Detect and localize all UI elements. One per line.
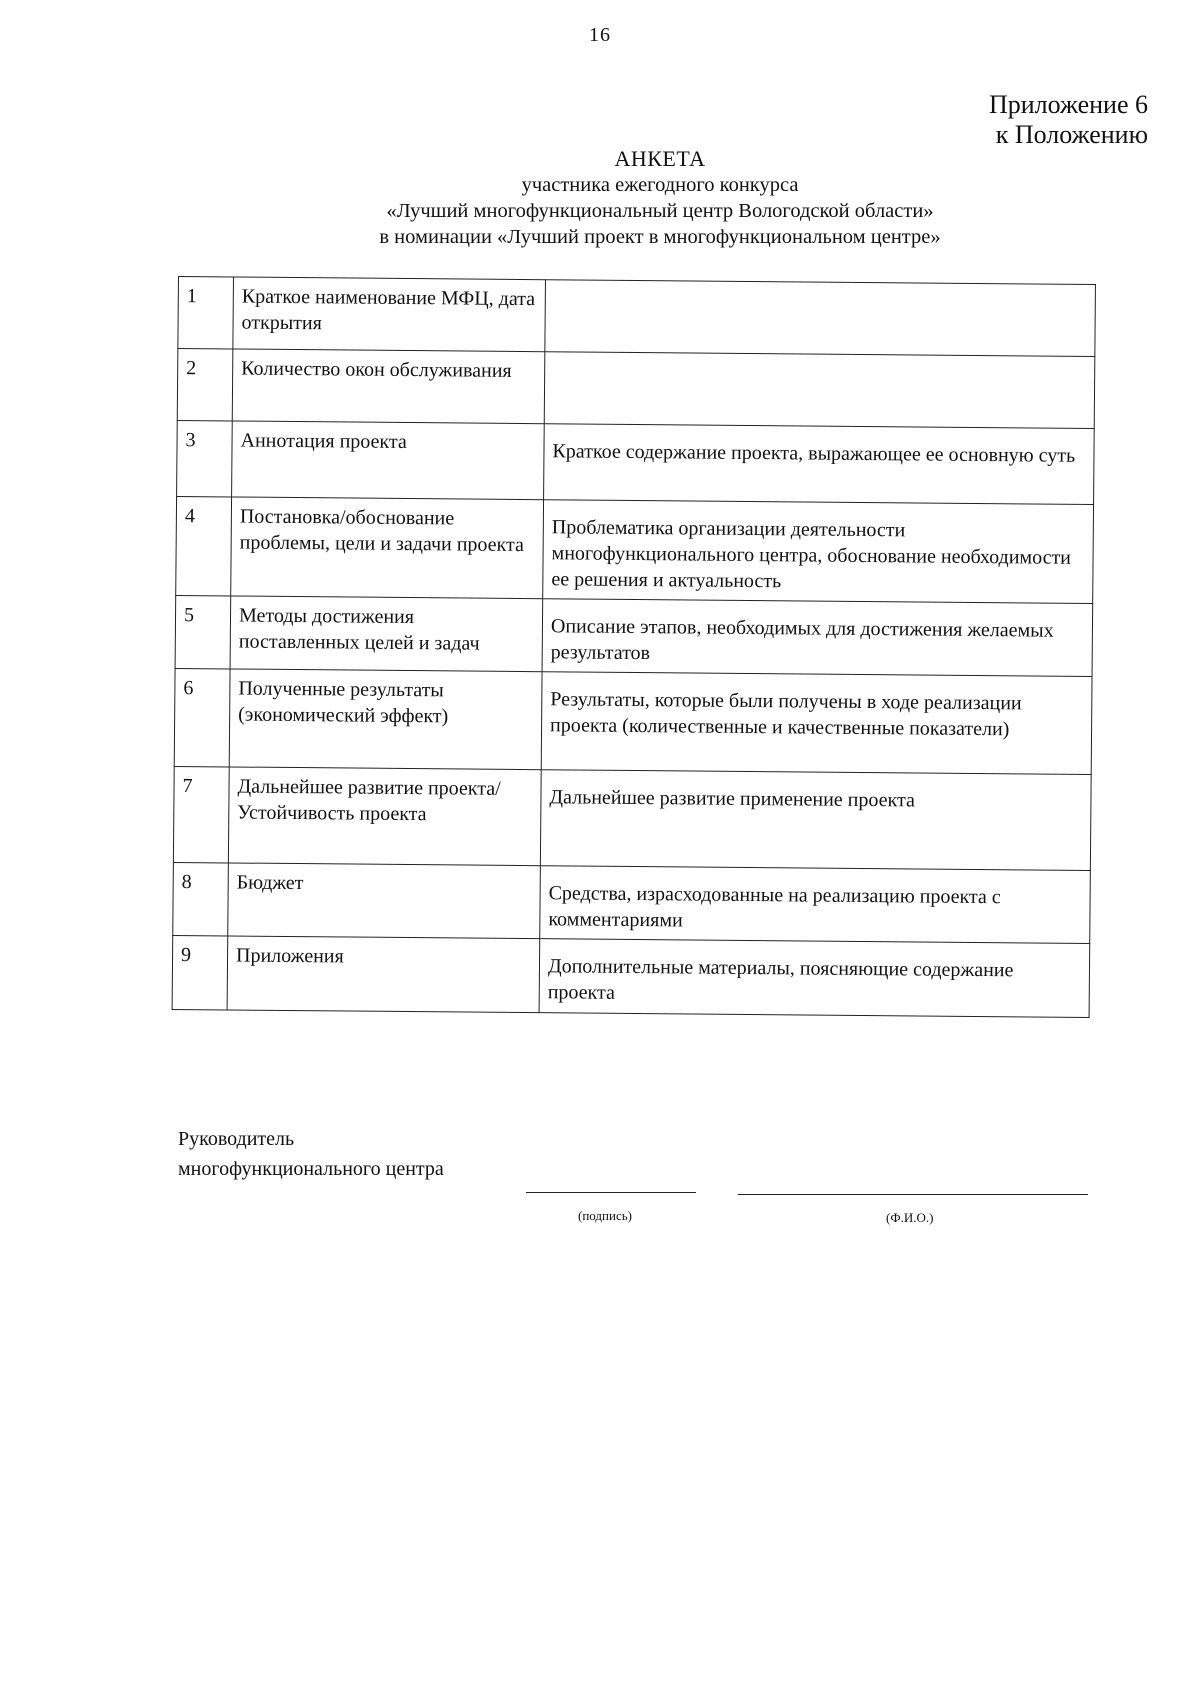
row-label: Бюджет [228, 863, 541, 939]
row-number: 8 [173, 862, 229, 935]
row-description: Краткое содержание проекта, выражающее ее основную суть [544, 424, 1095, 505]
row-description: Дальнейшее развитие применение проекта [540, 770, 1091, 871]
row-number: 2 [177, 349, 233, 421]
row-label: Методы достижения поставленных целей и задач [230, 596, 543, 672]
row-label: Аннотация проекта [232, 421, 545, 500]
row-number: 4 [176, 496, 232, 595]
row-description: Описание этапов, необходимых для достижения желаемых результатов [542, 599, 1093, 677]
form-heading [300, 146, 1020, 250]
table-row [173, 862, 1091, 943]
table-row [173, 766, 1091, 870]
signature-caption: (подпись) [578, 1208, 632, 1223]
signature-line[interactable] [526, 1192, 696, 1193]
row-number: 3 [177, 420, 233, 496]
row-description[interactable] [544, 352, 1095, 429]
signature-block [178, 1124, 1098, 1234]
form-subtitle-1: участника ежегодного конкурса [521, 174, 799, 196]
row-label: Краткое наименование МФЦ, дата открытия [233, 277, 546, 352]
row-label: Приложения [227, 936, 540, 1013]
table-row [178, 277, 1096, 357]
table-row [174, 668, 1092, 774]
row-description: Результаты, которые были получены в ходе реализации проекта (количественные и качественные показатели) [541, 672, 1092, 775]
form-subtitle-3: в номинации «Лучший проект в многофункциональном центре» [379, 226, 941, 248]
row-label: Полученные результаты (экономический эффект) [229, 669, 542, 770]
name-line[interactable] [738, 1194, 1088, 1195]
row-description: Средства, израсходованные на реализацию проекта с комментариями [540, 866, 1091, 944]
appendix-reference [989, 90, 1148, 150]
signatory-role [178, 1124, 444, 1184]
table-row [177, 349, 1095, 429]
page-number: 16 [589, 24, 611, 46]
table-row [175, 595, 1093, 676]
row-number: 9 [172, 935, 228, 1009]
signatory-role-line-1: Руководитель [178, 1128, 295, 1150]
form-title: АНКЕТА [614, 146, 706, 171]
row-number: 7 [173, 766, 229, 862]
form-subtitle-2: «Лучший многофункциональный центр Вологодской области» [386, 200, 934, 222]
name-caption: (Ф.И.О.) [886, 1210, 934, 1225]
row-label: Дальнейшее развитие проекта/Устойчивость проекта [228, 767, 541, 866]
row-label: Постановка/обоснование проблемы, цели и задачи проекта [231, 497, 544, 599]
table-row [172, 935, 1090, 1017]
row-description: Дополнительные материалы, поясняющие содержание проекта [539, 939, 1090, 1018]
appendix-line-2: к Положению [995, 120, 1148, 149]
row-description[interactable] [545, 280, 1096, 357]
row-number: 6 [174, 668, 230, 766]
row-description: Проблематика организации деятельности многофункционального центра, обоснование необходимости ее решения и актуальность [543, 500, 1094, 604]
row-number: 1 [178, 277, 234, 349]
signatory-role-line-2: многофункционального центра [178, 1158, 444, 1180]
table-row [177, 420, 1095, 504]
questionnaire-table [172, 276, 1096, 1018]
appendix-line-1: Приложение 6 [988, 90, 1148, 119]
row-label: Количество окон обслуживания [232, 349, 545, 424]
table-row [176, 496, 1094, 603]
row-number: 5 [175, 595, 231, 668]
